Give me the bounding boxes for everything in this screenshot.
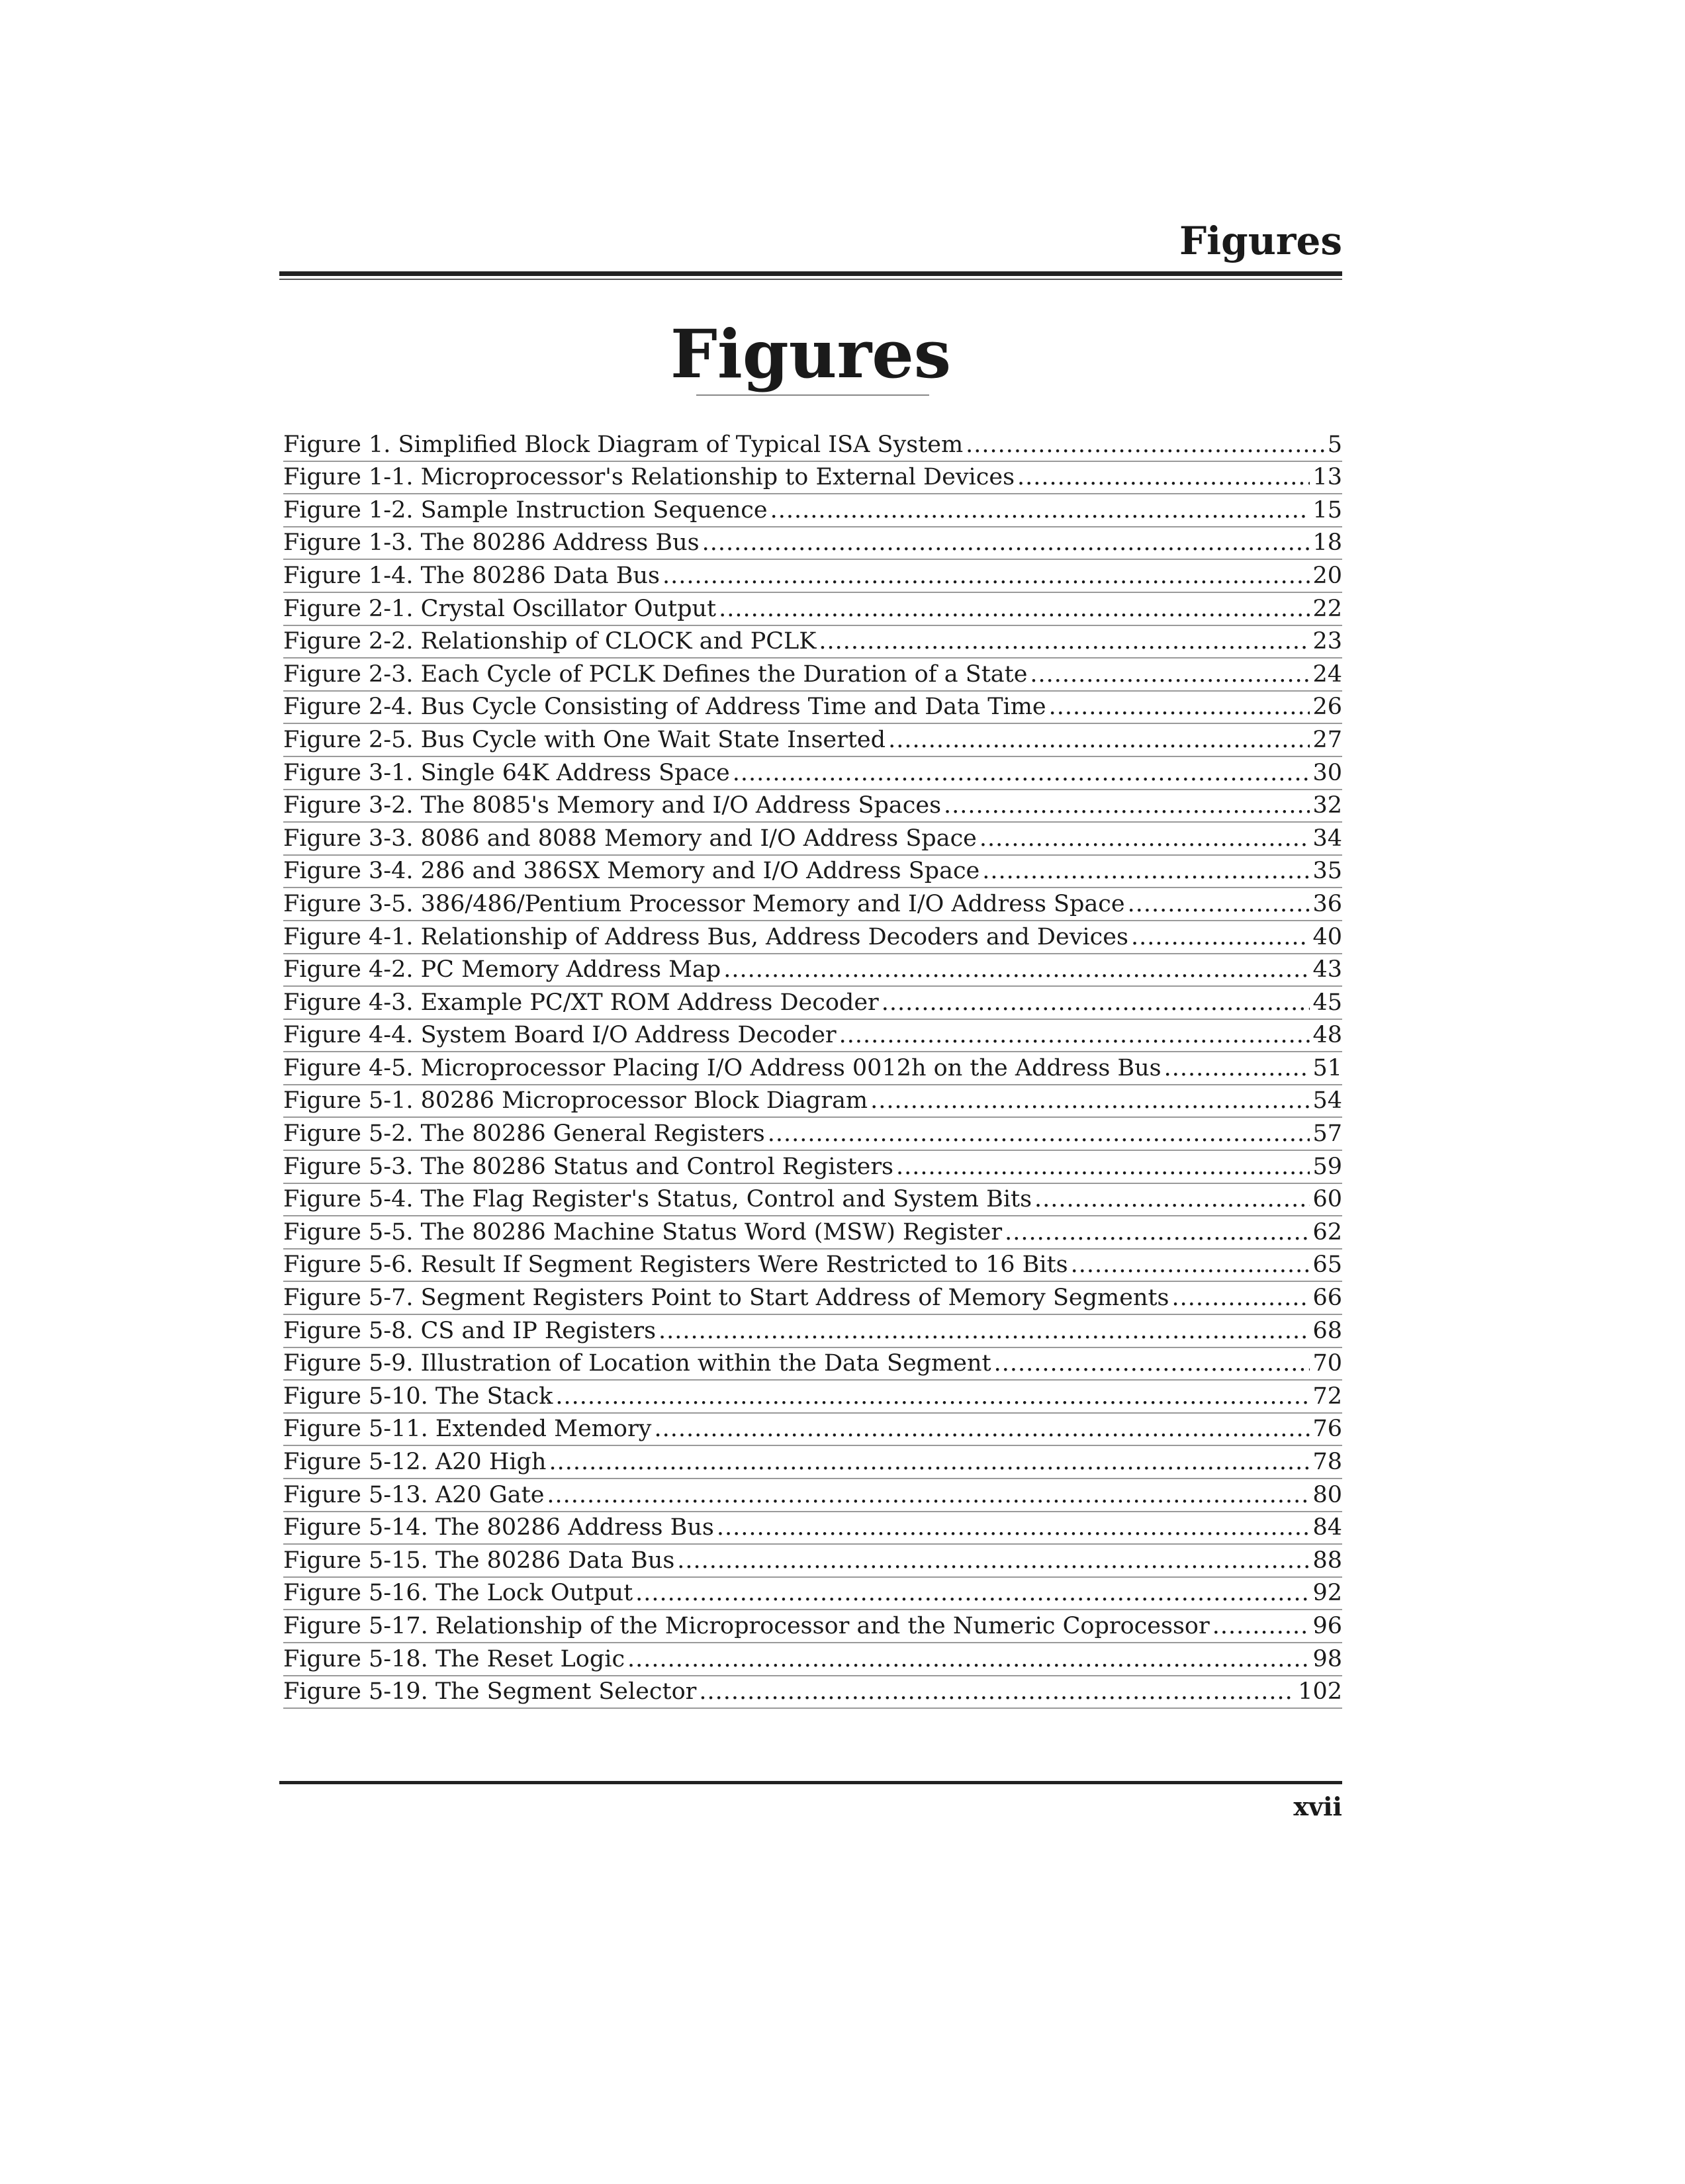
toc-entry-title: Figure 5-16. The Lock Output	[283, 1580, 633, 1607]
toc-entry[interactable]	[283, 1216, 1342, 1250]
toc-entry-page: 65	[1312, 1251, 1342, 1279]
toc-entry[interactable]	[283, 823, 1342, 856]
toc-entry[interactable]	[283, 1085, 1342, 1118]
toc-entry-title: Figure 2-5. Bus Cycle with One Wait State Inserted	[283, 726, 886, 753]
toc-entry-title: Figure 2-4. Bus Cycle Consisting of Address Time and Data Time	[283, 694, 1046, 721]
dot-leader	[770, 496, 1310, 525]
toc-entry-page: 23	[1312, 628, 1342, 655]
toc-entry-page: 26	[1312, 694, 1342, 721]
toc-entry[interactable]	[283, 462, 1342, 495]
dot-leader	[723, 955, 1310, 984]
toc-entry-title: Figure 4-5. Microprocessor Placing I/O Address 0012h on the Address Bus	[283, 1054, 1161, 1081]
toc-entry-title: Figure 5-19. The Segment Selector	[283, 1678, 697, 1706]
toc-entry-page: 36	[1312, 890, 1342, 917]
dot-leader	[1071, 1250, 1310, 1279]
dot-leader	[659, 1316, 1310, 1345]
toc-entry[interactable]	[283, 1512, 1342, 1545]
toc-entry-page: 18	[1312, 529, 1342, 557]
toc-entry-title: Figure 5-17. Relationship of the Microprocessor and the Numeric Coprocessor	[283, 1612, 1210, 1639]
dot-leader	[896, 1152, 1310, 1181]
dot-leader	[1017, 463, 1310, 492]
dot-leader	[1172, 1283, 1310, 1312]
toc-entry-title: Figure 5-1. 80286 Microprocessor Block Diagram	[283, 1087, 868, 1115]
dot-leader	[1049, 692, 1310, 721]
toc-entry-title: Figure 4-4. System Board I/O Address Decoder	[283, 1022, 837, 1049]
toc-entry-page: 34	[1312, 825, 1342, 852]
toc-entry-title: Figure 5-8. CS and IP Registers	[283, 1317, 657, 1344]
toc-entry-page: 20	[1312, 562, 1342, 589]
dot-leader	[1212, 1612, 1310, 1641]
toc-entry[interactable]	[283, 1643, 1342, 1676]
dot-leader	[1131, 923, 1310, 952]
dot-leader	[1034, 1185, 1310, 1214]
dot-leader	[994, 1349, 1310, 1378]
toc-entry-page: 60	[1312, 1186, 1342, 1213]
toc-entry-title: Figure 3-2. The 8085's Memory and I/O Address Spaces	[283, 792, 942, 819]
title-underline	[696, 394, 929, 396]
dot-leader	[1030, 660, 1310, 689]
toc-entry-page: 15	[1312, 496, 1342, 523]
dot-leader	[717, 1513, 1310, 1542]
dot-leader	[882, 988, 1310, 1017]
toc-entry-page: 35	[1312, 858, 1342, 885]
toc-entry-page: 24	[1312, 660, 1342, 688]
toc-entry-page: 88	[1312, 1547, 1342, 1574]
toc-entry-page: 102	[1298, 1678, 1342, 1706]
dot-leader	[1005, 1218, 1310, 1247]
toc-entry[interactable]	[283, 724, 1342, 757]
toc-entry[interactable]	[283, 692, 1342, 725]
toc-entry-title: Figure 3-1. Single 64K Address Space	[283, 759, 730, 786]
toc-entry[interactable]	[283, 1414, 1342, 1447]
dot-leader	[654, 1414, 1310, 1443]
toc-entry[interactable]	[283, 1348, 1342, 1381]
toc-entry-page: 66	[1312, 1285, 1342, 1312]
toc-entry-title: Figure 5-10. The Stack	[283, 1383, 553, 1410]
toc-entry-page: 40	[1312, 923, 1342, 950]
toc-entry-title: Figure 4-1. Relationship of Address Bus, Address Decoders and Devices	[283, 923, 1128, 950]
toc-entry[interactable]	[283, 987, 1342, 1020]
toc-entry[interactable]	[283, 626, 1342, 659]
toc-entry[interactable]	[283, 1479, 1342, 1512]
page-number: xvii	[1293, 1792, 1342, 1821]
toc-entry[interactable]	[283, 560, 1342, 593]
toc-entry-page: 27	[1312, 726, 1342, 753]
dot-leader	[870, 1086, 1310, 1115]
dot-leader	[1128, 889, 1310, 919]
toc-entry-page: 80	[1312, 1481, 1342, 1508]
dot-leader	[768, 1119, 1310, 1148]
header-rule-thin	[279, 279, 1342, 280]
list-of-figures	[283, 429, 1342, 1709]
toc-entry-page: 51	[1312, 1054, 1342, 1081]
toc-entry[interactable]	[283, 1250, 1342, 1283]
toc-entry-title: Figure 5-9. Illustration of Location within the Data Segment	[283, 1350, 991, 1377]
toc-entry-page: 59	[1312, 1153, 1342, 1180]
dot-leader	[733, 758, 1310, 788]
toc-entry[interactable]	[283, 494, 1342, 527]
toc-entry[interactable]	[283, 1545, 1342, 1578]
toc-entry-page: 54	[1312, 1087, 1342, 1115]
dot-leader	[547, 1480, 1310, 1510]
toc-entry[interactable]	[283, 1282, 1342, 1315]
toc-entry[interactable]	[283, 659, 1342, 692]
toc-entry-title: Figure 2-1. Crystal Oscillator Output	[283, 595, 717, 622]
toc-entry-title: Figure 5-15. The 80286 Data Bus	[283, 1547, 675, 1574]
toc-entry-page: 68	[1312, 1317, 1342, 1344]
toc-entry[interactable]	[283, 1052, 1342, 1085]
toc-entry-page: 13	[1312, 464, 1342, 491]
dot-leader	[555, 1382, 1310, 1411]
toc-entry-page: 78	[1312, 1449, 1342, 1475]
footer-rule	[279, 1781, 1342, 1784]
toc-entry-title: Figure 5-13. A20 Gate	[283, 1481, 545, 1508]
dot-leader	[549, 1447, 1310, 1477]
toc-entry[interactable]	[283, 527, 1342, 561]
dot-leader	[839, 1021, 1310, 1050]
toc-entry-page: 48	[1312, 1022, 1342, 1049]
page-title: Figures	[670, 315, 952, 393]
toc-entry-page: 22	[1312, 595, 1342, 622]
dot-leader	[702, 528, 1310, 557]
dot-leader	[819, 627, 1310, 656]
dot-leader	[635, 1578, 1310, 1608]
toc-entry-title: Figure 1-1. Microprocessor's Relationship to External Devices	[283, 464, 1015, 491]
toc-entry-title: Figure 5-18. The Reset Logic	[283, 1645, 625, 1672]
toc-entry-page: 5	[1327, 431, 1342, 458]
toc-entry[interactable]	[283, 1676, 1342, 1709]
toc-entry-title: Figure 5-12. A20 High	[283, 1449, 547, 1475]
toc-entry[interactable]	[283, 1578, 1342, 1611]
dot-leader	[888, 725, 1310, 754]
toc-entry-title: Figure 5-14. The 80286 Address Bus	[283, 1514, 714, 1541]
toc-entry[interactable]	[283, 1315, 1342, 1348]
toc-entry-title: Figure 3-4. 286 and 386SX Memory and I/O Address Space	[283, 858, 980, 885]
toc-entry[interactable]	[283, 888, 1342, 921]
toc-entry[interactable]	[283, 1184, 1342, 1217]
dot-leader	[944, 791, 1310, 820]
toc-entry[interactable]	[283, 1446, 1342, 1479]
toc-entry[interactable]	[283, 856, 1342, 889]
toc-entry-page: 98	[1312, 1645, 1342, 1672]
toc-entry-page: 76	[1312, 1416, 1342, 1443]
toc-entry-title: Figure 5-4. The Flag Register's Status, Control and System Bits	[283, 1186, 1032, 1213]
toc-entry-title: Figure 2-3. Each Cycle of PCLK Defines the Duration of a State	[283, 660, 1028, 688]
toc-entry-title: Figure 1-3. The 80286 Address Bus	[283, 529, 700, 557]
dot-leader	[982, 856, 1310, 886]
toc-entry-title: Figure 1-2. Sample Instruction Sequence	[283, 496, 768, 523]
running-header: Figures	[1179, 218, 1342, 263]
toc-entry[interactable]	[283, 429, 1342, 462]
toc-entry[interactable]	[283, 1381, 1342, 1414]
dot-leader	[979, 824, 1310, 853]
header-rule	[279, 271, 1342, 276]
dot-leader	[627, 1645, 1310, 1674]
toc-entry[interactable]	[283, 921, 1342, 954]
toc-entry-title: Figure 5-5. The 80286 Machine Status Word (MSW) Register	[283, 1218, 1003, 1246]
toc-entry-page: 84	[1312, 1514, 1342, 1541]
toc-entry-title: Figure 5-2. The 80286 General Registers	[283, 1120, 765, 1148]
toc-entry-title: Figure 5-7. Segment Registers Point to Start Address of Memory Segments	[283, 1285, 1169, 1312]
toc-entry-title: Figure 1. Simplified Block Diagram of Typical ISA System	[283, 431, 964, 458]
toc-entry-title: Figure 1-4. The 80286 Data Bus	[283, 562, 660, 589]
toc-entry[interactable]	[283, 593, 1342, 626]
toc-entry-page: 30	[1312, 759, 1342, 786]
toc-entry-title: Figure 4-2. PC Memory Address Map	[283, 956, 721, 983]
toc-entry-title: Figure 5-11. Extended Memory	[283, 1416, 652, 1443]
dot-leader	[1164, 1054, 1310, 1083]
toc-entry-page: 45	[1312, 989, 1342, 1016]
toc-entry-title: Figure 3-3. 8086 and 8088 Memory and I/O Address Space	[283, 825, 977, 852]
toc-entry[interactable]	[283, 1151, 1342, 1184]
toc-entry[interactable]	[283, 757, 1342, 790]
toc-entry[interactable]	[283, 1020, 1342, 1053]
toc-entry-page: 92	[1312, 1580, 1342, 1607]
toc-entry[interactable]	[283, 1118, 1342, 1151]
toc-entry-title: Figure 3-5. 386/486/Pentium Processor Memory and I/O Address Space	[283, 890, 1125, 917]
toc-entry-page: 57	[1312, 1120, 1342, 1148]
dot-leader	[699, 1677, 1295, 1706]
dot-leader	[662, 561, 1310, 590]
dot-leader	[966, 430, 1325, 459]
toc-entry[interactable]	[283, 1610, 1342, 1643]
toc-entry-page: 43	[1312, 956, 1342, 983]
toc-entry-page: 62	[1312, 1218, 1342, 1246]
toc-entry-title: Figure 5-6. Result If Segment Registers Were Restricted to 16 Bits	[283, 1251, 1068, 1279]
toc-entry[interactable]	[283, 954, 1342, 987]
toc-entry-title: Figure 5-3. The 80286 Status and Control Registers	[283, 1153, 894, 1180]
toc-entry[interactable]	[283, 790, 1342, 823]
dot-leader	[677, 1546, 1310, 1575]
toc-entry-page: 32	[1312, 792, 1342, 819]
toc-entry-page: 72	[1312, 1383, 1342, 1410]
toc-entry-page: 96	[1312, 1612, 1342, 1639]
toc-entry-page: 70	[1312, 1350, 1342, 1377]
toc-entry-title: Figure 2-2. Relationship of CLOCK and PCLK	[283, 628, 817, 655]
dot-leader	[719, 594, 1310, 623]
toc-entry-title: Figure 4-3. Example PC/XT ROM Address Decoder	[283, 989, 879, 1016]
